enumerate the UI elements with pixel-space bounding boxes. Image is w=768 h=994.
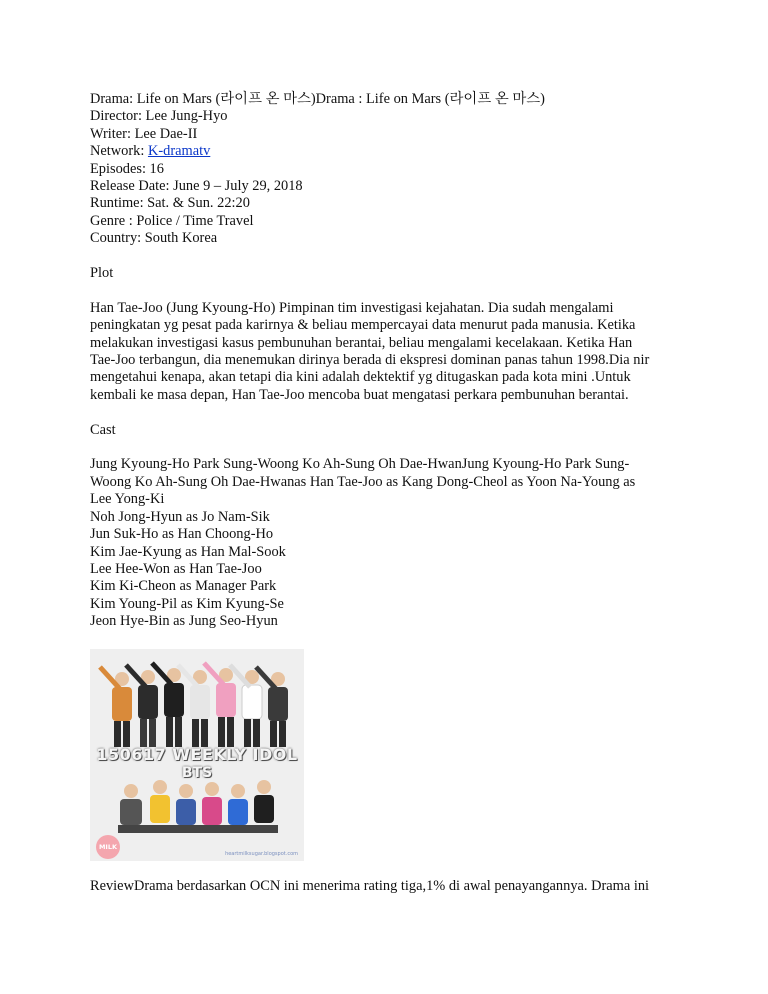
genre-line: Genre : Police / Time Travel [90,212,254,229]
photo-watermark-url: heartmilksugar.blogspot.com [225,850,298,857]
cast-line: Kim Jae-Kyung as Han Mal-Sook [90,543,286,560]
milk-logo-icon: MILK [96,835,120,859]
network-link[interactable]: K-dramatv [147,143,211,160]
episodes-line: Episodes: 16 [90,160,164,177]
network-line [90,143,710,160]
cast-line: Jeon Hye-Bin as Jung Seo-Hyun [90,613,278,630]
plot-heading: Plot [90,265,114,282]
drama-title: Drama: Life on Mars (라이프 온 마스)Drama : Life on Mars (라이프 온 마스) [90,91,545,107]
director-line: Director: Lee Jung-Hyo [90,108,228,125]
plot-line: kembali ke masa depan, Han Tae-Joo mencoba buat mengatasi perkara pembunuhan berantai. [90,386,629,403]
runtime-line: Runtime: Sat. & Sun. 22:20 [90,195,250,212]
cast-line: Jun Suk-Ho as Han Choong-Ho [90,526,274,543]
plot-line: peningkatan yg pesat pada karirnya & beliau mempercayai data menurut pada manusia. Ketika [90,317,636,334]
plot-paragraph [90,300,710,404]
network-label: Network: [90,143,148,160]
cast-line: Jung Kyoung-Ho Park Sung-Woong Ko Ah-Sung Oh Dae-HwanJung Kyoung-Ho Park Sung- [90,456,630,473]
cast-line: Kim Ki-Cheon as Manager Park [90,578,277,595]
country-line: Country: South Korea [90,230,218,247]
photo-overlay-title: 150617 WEEKLY IDOL [96,744,298,764]
cast-list [90,456,710,630]
photo-overlay-subtitle: BTS [181,764,213,781]
cast-line: Lee Yong-Ki [90,491,165,508]
cast-line: Kim Young-Pil as Kim Kyung-Se [90,595,284,612]
cast-line: Lee Hee-Won as Han Tae-Joo [90,560,262,577]
plot-line: Tae-Joo terbangun, dia menemukan dirinya berada di ekspresi dominan panas tahun 1998.Dia nir [90,352,650,369]
release-date-line: Release Date: June 9 – July 29, 2018 [90,178,303,195]
document-page [90,91,710,895]
cast-line: Noh Jong-Hyun as Jo Nam-Sik [90,508,270,525]
cast-heading: Cast [90,421,116,438]
cast-line: Woong Ko Ah-Sung Oh Dae-Hwanas Han Tae-Joo as Kang Dong-Cheol as Yoon Na-Young as [90,473,636,490]
group-photo [90,649,304,861]
plot-line: Han Tae-Joo (Jung Kyoung-Ho) Pimpinan tim investigasi kejahatan. Dia sudah mengalami [90,299,614,316]
review-line: ReviewDrama berdasarkan OCN ini menerima rating tiga,1% di awal penayangannya. Drama ini [90,877,650,894]
writer-line: Writer: Lee Dae-II [90,125,198,142]
plot-line: mengetahui kenapa, akan tetapi dia kini adalah dektektif yg ditugaskan pada kota mini .Untuk [90,369,631,386]
plot-line: melakukan investigasi kasus pembunuhan berantai, beliau mengalami kecelakaan. Ketika Han [90,334,633,351]
